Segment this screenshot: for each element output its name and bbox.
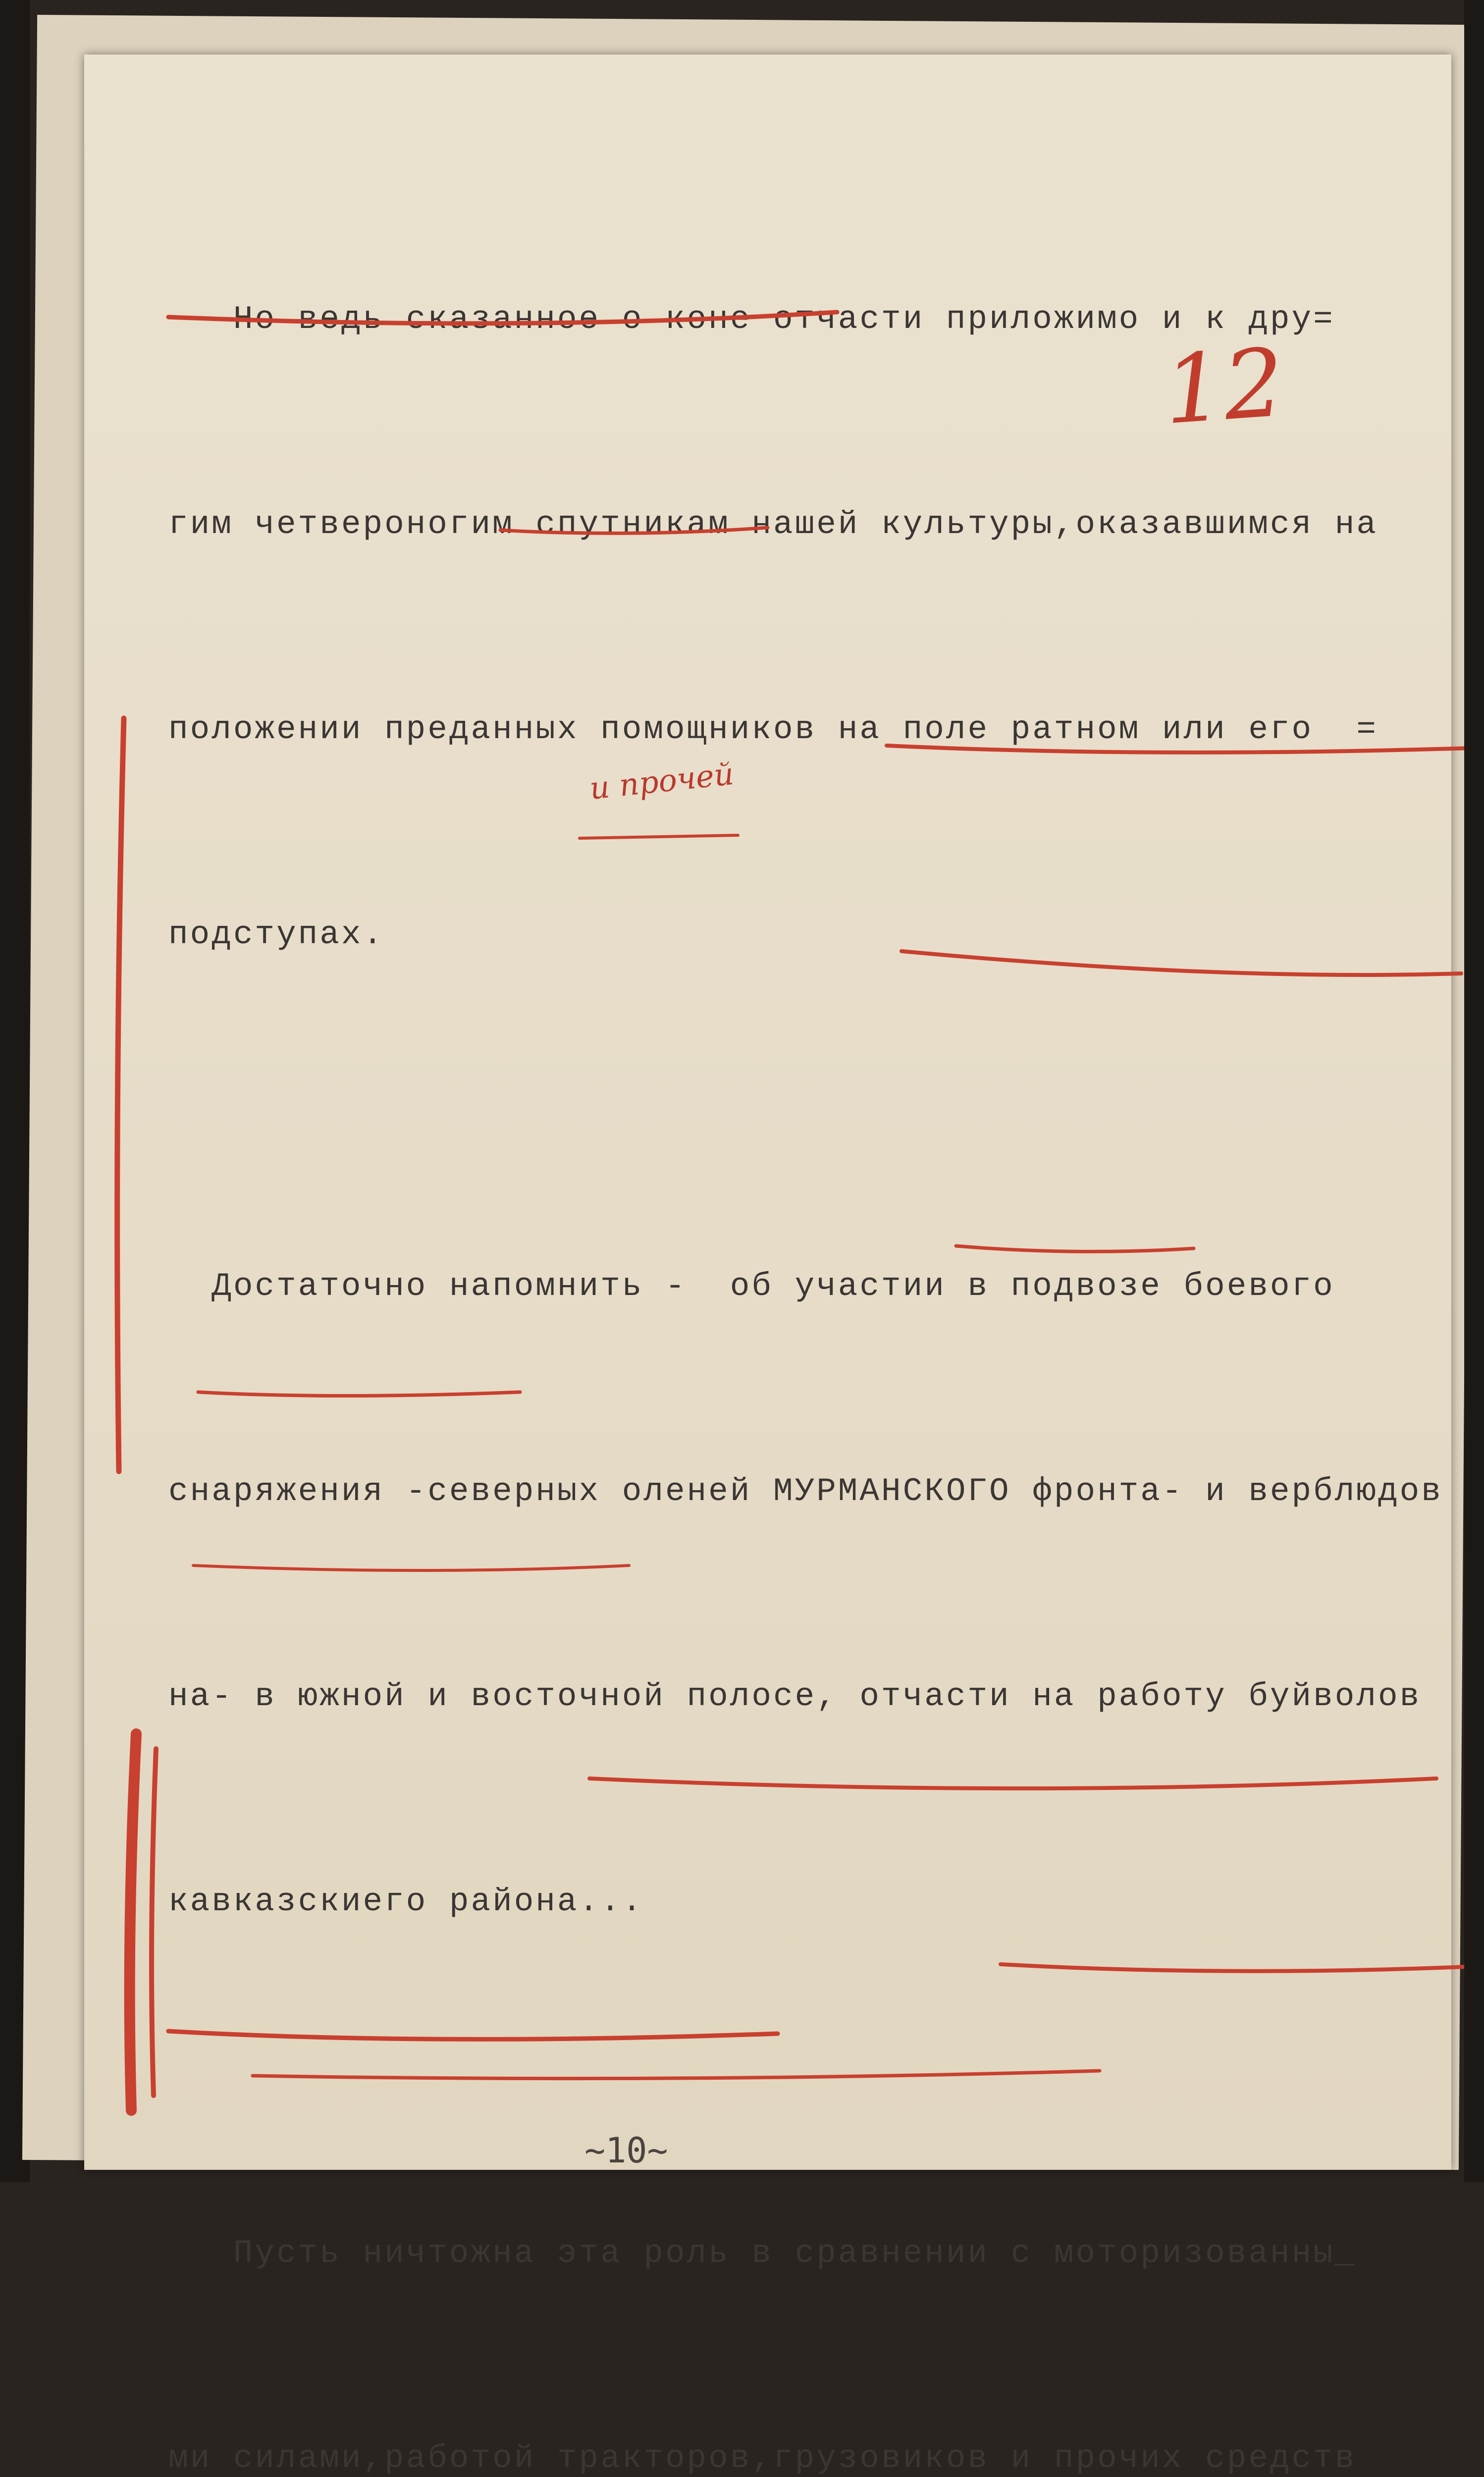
text-line: снаряжения -северных оленей МУРМАНСКОГО фронта- и верблюдов: [168, 1473, 1443, 1510]
red-margin-bar: [130, 1734, 136, 2110]
typed-text-body: [168, 149, 1456, 2477]
text-line: гим четвероногим спутникам нашей культуры,оказавшимся на: [168, 506, 1378, 543]
paragraph-gap: [168, 2073, 1456, 2083]
text-line: положении преданных помощников на поле ратном или его =: [168, 711, 1378, 748]
red-margin-bar: [117, 718, 124, 1471]
handwritten-correction: и прочей: [587, 755, 736, 807]
bottom-folio-mark: ~10~: [584, 2130, 668, 2171]
scan-border-right: [1464, 0, 1484, 2182]
handwritten-page-number: 12: [1160, 327, 1288, 446]
text-line: кавказскиего района...: [168, 1883, 644, 1920]
text-line: Но ведь сказанное о коне отчасти приложимо и к дру=: [168, 301, 1335, 338]
text-line: Достаточно напомнить - об участии в подвозе боевого: [168, 1268, 1335, 1305]
red-margin-bar: [152, 1749, 156, 2096]
text-line: ми силами,работой тракторов,грузовиков и прочих средств: [168, 2440, 1357, 2477]
text-line: Пусть ничтожна эта роль в сравнении с моторизованны_: [168, 2235, 1357, 2272]
paragraph-gap: [168, 1106, 1456, 1116]
text-line: на- в южной и восточной полосе, отчасти на работу буйволов: [168, 1678, 1422, 1715]
document-page: [84, 54, 1451, 2477]
text-line: подступах.: [168, 916, 385, 953]
